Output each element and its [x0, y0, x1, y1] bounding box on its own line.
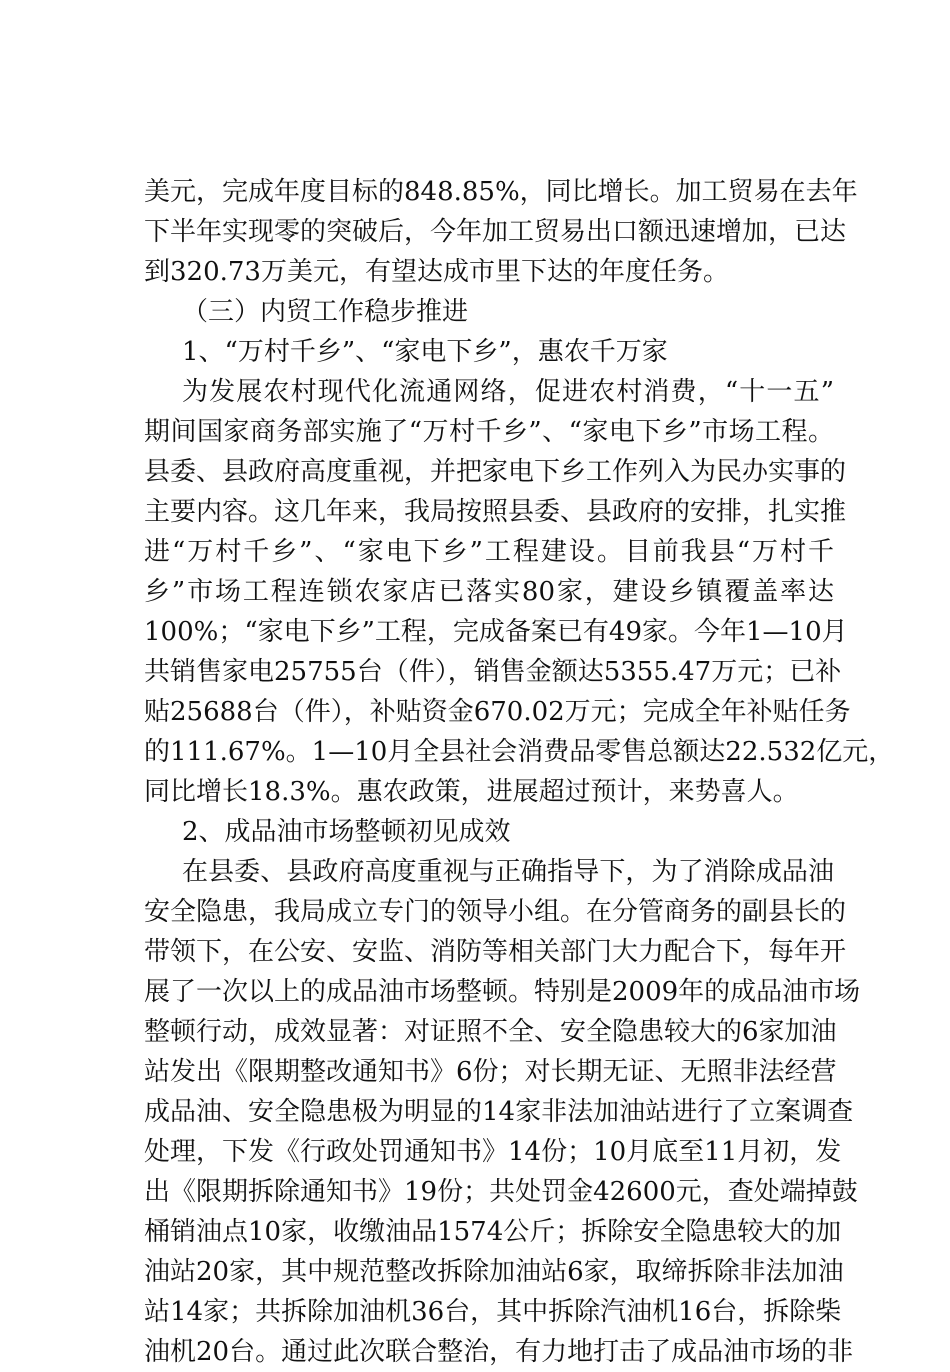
subsection-heading: 1、“万村千乡”、“家电下乡”，惠农千万家 [182, 337, 668, 367]
text-line: 的111.67%。1—10月全县社会消费品零售总额达22.532亿元， [144, 737, 895, 767]
text-line: 安全隐患，我局成立专门的领导小组。在分管商务的副县长的 [144, 897, 847, 927]
text-line: 贴25688台（件），补贴资金670.02万元；完成全年补贴任务 [144, 697, 851, 727]
text-line: 进“万村千乡”、“家电下乡”工程建设。目前我县“万村千 [144, 537, 834, 567]
text-line: 县委、县政府高度重视，并把家电下乡工作列入为民办实事的 [144, 457, 847, 487]
subsection-heading: 2、成品油市场整顿初见成效 [182, 817, 511, 847]
text-line: 主要内容。这几年来，我局按照县委、县政府的安排，扎实推 [144, 497, 847, 527]
text-line: 美元，完成年度目标的848.85%，同比增长。加工贸易在去年 [144, 177, 858, 207]
text-line: 油机20台。通过此次联合整治，有力地打击了成品油市场的非 [144, 1337, 854, 1367]
text-line: 站14家；共拆除加油机36台，其中拆除汽油机16台，拆除柴 [144, 1297, 842, 1327]
text-line: 站发出《限期整改通知书》6份；对长期无证、无照非法经营 [144, 1057, 837, 1087]
text-line: 成品油、安全隐患极为明显的14家非法加油站进行了立案调查 [144, 1097, 854, 1127]
text-line: 为发展农村现代化流通网络，促进农村消费，“十一五” [182, 377, 834, 407]
text-line: 桶销油点10家，收缴油品1574公斤；拆除安全隐患较大的加 [144, 1217, 842, 1247]
section-heading: （三）内贸工作稳步推进 [182, 297, 469, 327]
text-line: 同比增长18.3%。惠农政策，进展超过预计，来势喜人。 [144, 777, 799, 807]
text-line: 处理，下发《行政处罚通知书》14份；10月底至11月初，发 [144, 1137, 842, 1167]
text-line: 期间国家商务部实施了“万村千乡”、“家电下乡”市场工程。 [144, 417, 834, 447]
text-line: 100%；“家电下乡”工程，完成备案已有49家。今年1—10月 [144, 617, 848, 647]
text-line: 到320.73万美元，有望达成市里下达的年度任务。 [144, 257, 729, 287]
text-line: 油站20家，其中规范整改拆除加油站6家，取缔拆除非法加油 [144, 1257, 844, 1287]
text-line: 出《限期拆除通知书》19份；共处罚金42600元，查处端掉鼓 [144, 1177, 858, 1207]
text-line: 整顿行动，成效显著：对证照不全、安全隐患较大的6家加油 [144, 1017, 837, 1047]
text-line: 展了一次以上的成品油市场整顿。特别是2009年的成品油市场 [144, 977, 861, 1007]
text-line: 带领下，在公安、安监、消防等相关部门大力配合下，每年开 [144, 937, 847, 967]
text-line: 在县委、县政府高度重视与正确指导下，为了消除成品油 [182, 857, 834, 887]
text-line: 乡”市场工程连锁农家店已落实80家，建设乡镇覆盖率达 [144, 577, 834, 607]
text-line: 共销售家电25755台（件），销售金额达5355.47万元；已补 [144, 657, 842, 687]
text-line: 下半年实现零的突破后，今年加工贸易出口额迅速增加，已达 [144, 217, 847, 247]
